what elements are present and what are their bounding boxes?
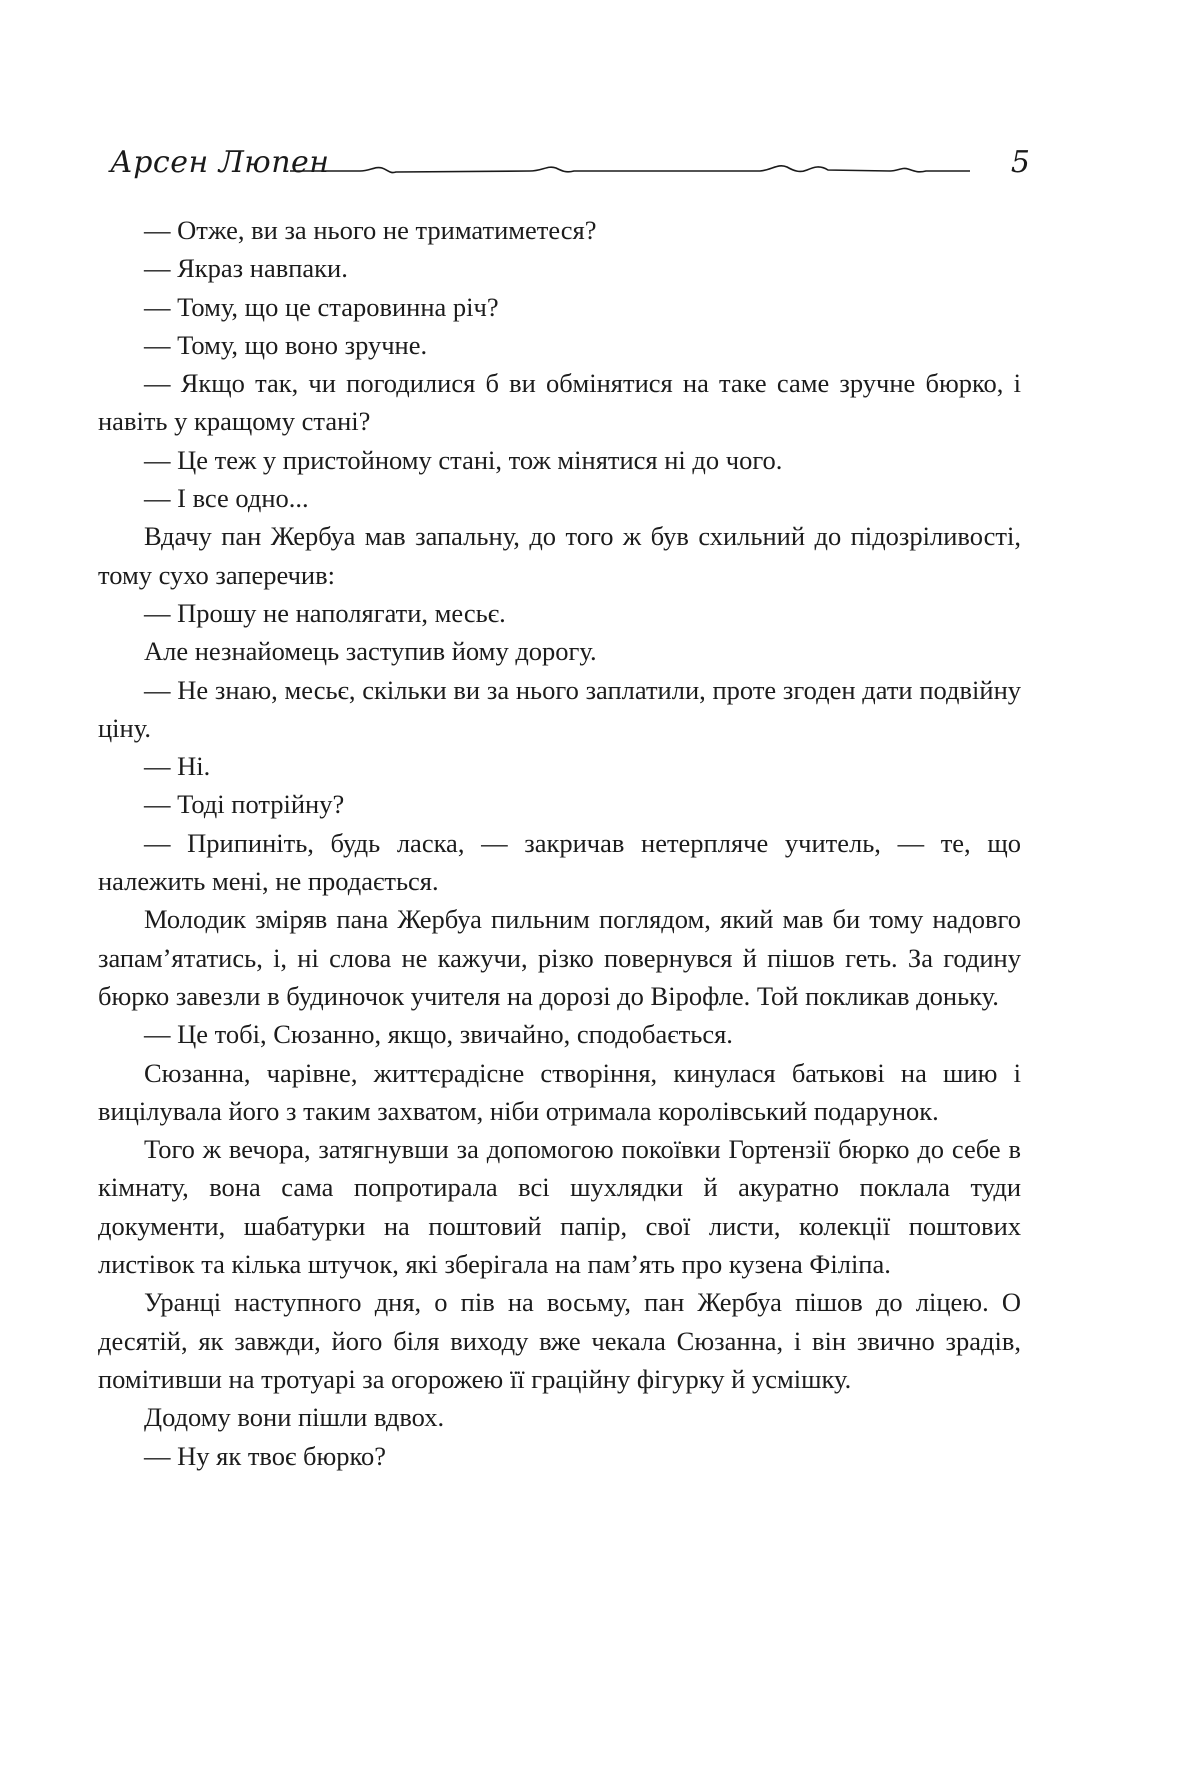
paragraph: — Прошу не наполягати, месьє. [144,597,506,628]
paragraph: — Ні. [144,751,211,782]
paragraph: Сюзанна, чарівне, життєрадісне створіння, кинулася батькові на шию і вицілувала його з таким захватом, ніби отримала королівський подарунок. [98,1057,1021,1126]
paragraph: — Це тобі, Сюзанно, якщо, звичайно, сподобається. [144,1019,733,1050]
paragraph: — Отже, ви за нього не триматиметеся? [144,215,597,245]
paragraph: — Ну як твоє бюрко? [144,1440,387,1471]
paragraph: Вдачу пан Жербуа мав запальну, до того ж був схильний до підозріливості, тому сухо заперечив: [98,521,1021,590]
paragraph: Того ж вечора, затягнувши за допомогою покоївки Гортензії бюрко до себе в кімнату, вона сама попротирала всі шухлядки й акуратно поклала туди документи, шабатурки на поштовий папір, свої листи, колекції поштових листівок та кілька штучок, які зберігала на пам’ять про кузена Філіпа. [98,1134,1021,1280]
paragraph: — Тому, що воно зручне. [144,329,428,360]
paragraph: — Це теж у пристойному стані, тож мінятися ні до чого. [144,444,783,475]
paragraph: Молодик зміряв пана Жербуа пильним поглядом, який мав би тому надовго запам’ятатись, і, ні слова не кажучи, різко повернувся й пішов геть. За годину бюрко завезли в будиночок учителя на дорозі до Вірофле. Той покликав доньку. [98,904,1021,1011]
paragraph: Додому вони пішли вдвох. [144,1402,445,1433]
paragraph: — Якщо так, чи погодилися б ви обмінятися на таке саме зручне бюрко, і навіть у кращому стані? [98,368,1021,437]
paragraph: — Тому, що це старовинна річ? [144,291,499,322]
paragraph: — Припиніть, будь ласка, — закричав нетерпляче учитель, — те, що належить мені, не продається. [98,827,1021,897]
paragraph: — Тоді потрійну? [144,789,345,820]
paragraph: — І все одно... [144,483,309,514]
paragraph: — Не знаю, месьє, скільки ви за нього заплатили, проте згоден дати подвійну ціну. [98,674,1021,743]
page-number: 5 [1010,145,1030,180]
text-body [98,211,1021,1475]
paragraph: Але незнайомець заступив йому дорогу. [144,636,597,667]
running-head-author: Арсен Люпен [110,145,330,180]
paragraph: — Якраз навпаки. [144,253,348,284]
paragraph: Уранці наступного дня, о пів на восьму, пан Жербуа пішов до ліцею. О десятій, як завжди, його біля виходу вже чекала Сюзанна, і він звично зрадів, помітивши на тротуарі за огорожею її граційну фігурку й усмішку. [98,1287,1021,1394]
running-head [110,145,1030,195]
header-ornament-rule [290,159,970,179]
